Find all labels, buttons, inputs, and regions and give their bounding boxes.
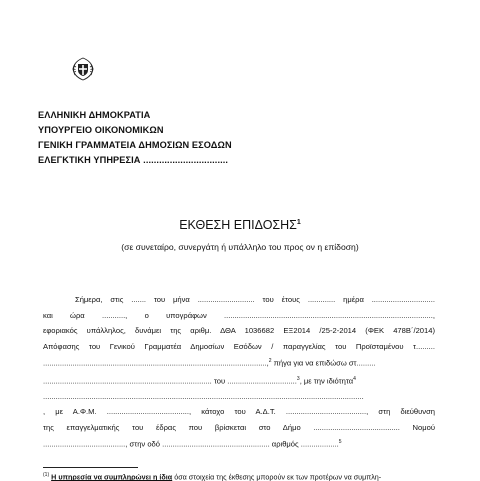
footnote-emphasis: Η υπηρεσία να συμπληρώνει η ίδια bbox=[51, 472, 173, 481]
body-line: της επαγγελματικής του έδρας που βρίσκεται στο Δήμο ......................................... Νομού bbox=[43, 422, 435, 432]
footnote-ref-5: 5 bbox=[338, 439, 342, 446]
body-line: , με Α.Φ.Μ. ......................................., κάτοχο του Α.Δ.Τ. ......................................, στη διεύθυνση bbox=[43, 407, 435, 417]
header-line-secretariat: ΓΕΝΙΚΗ ΓΡΑΜΜΑΤΕΙΑ ΔΗΜΟΣΙΩΝ ΕΣΟΔΩΝ bbox=[38, 140, 232, 150]
title-footnote-mark: 1 bbox=[296, 218, 301, 226]
footnote-text: όσα στοιχεία της έκθεσης μπορούν εκ των προτέρων να συμπλη- bbox=[172, 472, 382, 481]
issuing-authority-block bbox=[38, 108, 232, 168]
body-line: Σήμερα, στις ....... του μήνα ........................... του έτους ............. ημέρα .............................. bbox=[75, 295, 435, 304]
body-line: ......................................., στην οδό ................................................... αριθμός ..................$^5$ bbox=[43, 439, 342, 449]
footnote-ref-4: 4 bbox=[353, 375, 356, 382]
body-line: Απόφασης του Γενικού Γραμματέα Δημοσίων Εσόδων / παραγγελίας του Προϊσταμένου τ......... bbox=[43, 341, 435, 351]
document-subtitle: (σε συνεταίρο, συνεργάτη ή υπάλληλο του προς ον η επίδοση) bbox=[121, 242, 359, 252]
header-line-republic: ΕΛΛΗΝΙΚΗ ΔΗΜΟΚΡΑΤΙΑ bbox=[38, 110, 151, 120]
body-line: και ώρα ..........., ο υπογράφων ..................................................................................................., bbox=[43, 310, 435, 320]
footnote-mark: (1) bbox=[43, 472, 50, 478]
header-line-audit-service: ΕΛΕΓΚΤΙΚΗ ΥΠΗΡΕΣΙΑ ................................ bbox=[38, 155, 229, 165]
body-line: ..........................................................................................................,$^2$ πήγα για να επιδώσω στ......... bbox=[43, 358, 376, 368]
title-text: ΕΚΘΕΣΗ ΕΠΙΔΟΣΗΣ bbox=[179, 218, 297, 232]
header-line-ministry: ΥΠΟΥΡΓΕΙΟ ΟΙΚΟΝΟΜΙΚΩΝ bbox=[38, 125, 164, 135]
document-title bbox=[0, 218, 480, 232]
footnote-ref-3: 3 bbox=[296, 375, 300, 382]
footnote-separator bbox=[43, 467, 138, 468]
footnote-ref-2: 2 bbox=[268, 358, 272, 365]
body-line: ........................................................................................................................................................ bbox=[43, 391, 364, 401]
body-line: ................................................................................ του .................................$^3$, με την ιδιότητα$^4$ bbox=[43, 375, 356, 386]
greek-coat-of-arms-icon bbox=[70, 56, 96, 82]
body-line: εφοριακός υπάλληλος, δυνάμει της αριθμ. ΔΘΑ 1036682 ΕΞ2014 /25-2-2014 (ΦΕΚ 478Β΄/2014) bbox=[43, 326, 435, 336]
report-body bbox=[43, 292, 435, 453]
